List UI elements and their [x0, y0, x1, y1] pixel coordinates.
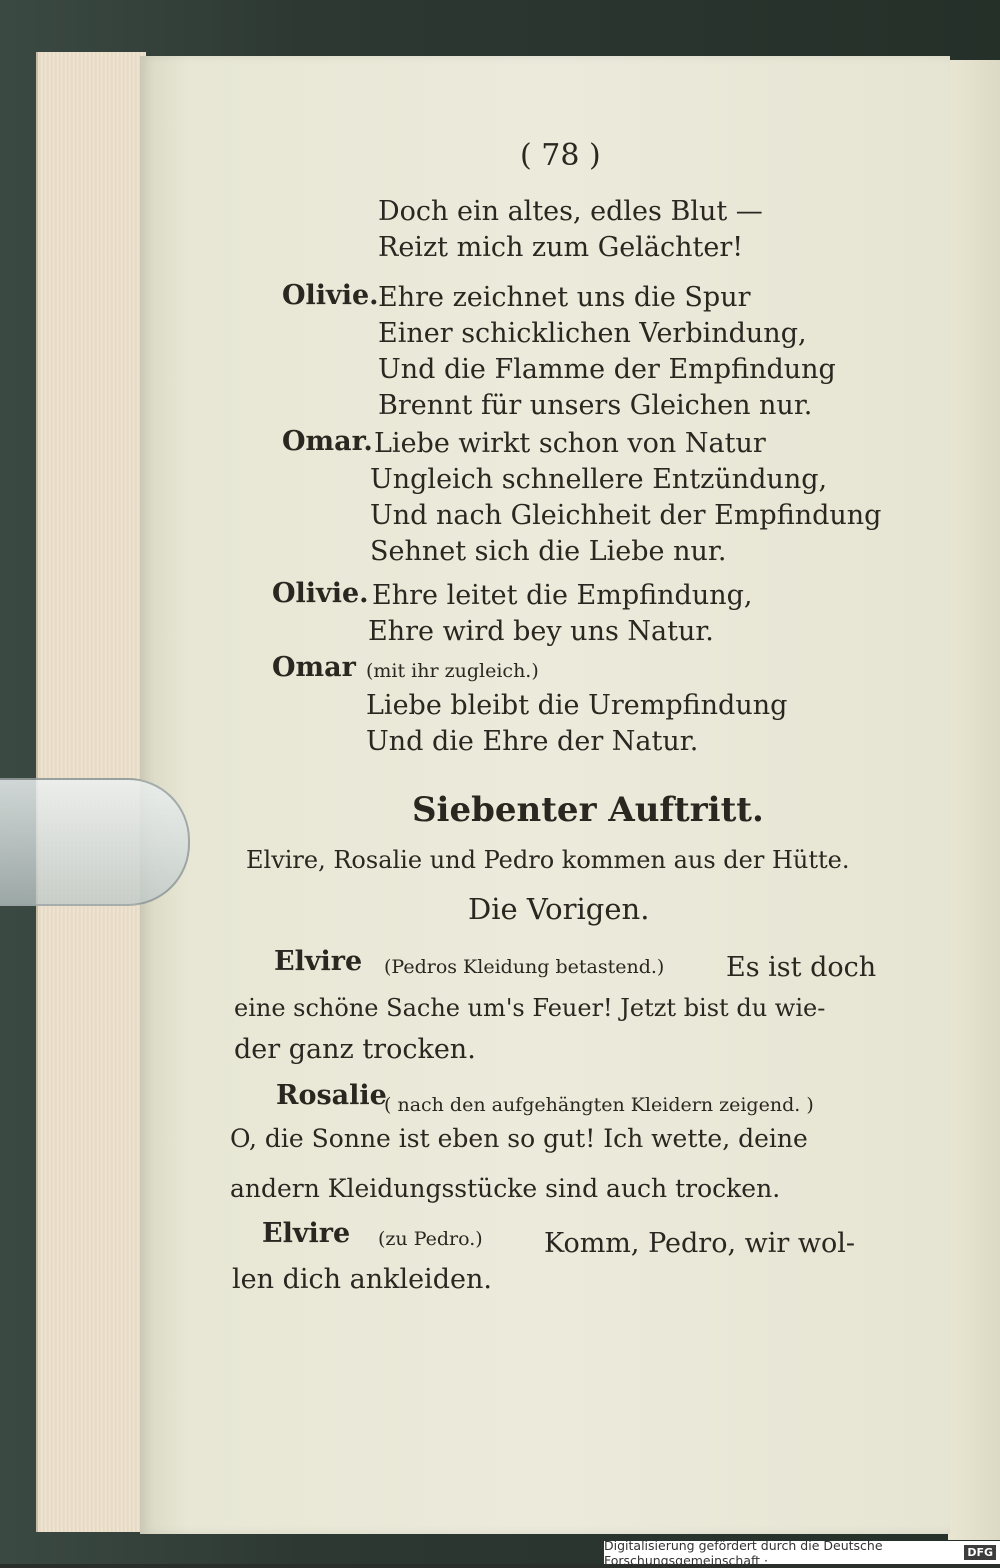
verse-line: Und die Flamme der Empfindung	[378, 354, 836, 385]
verse-line: Liebe bleibt die Urempfindung	[366, 690, 788, 721]
speaker-name: Olivie.	[282, 280, 379, 311]
prose-line: Komm, Pedro, wir wol-	[544, 1228, 855, 1259]
verse-line: Sehnet sich die Liebe nur.	[370, 536, 727, 567]
scene-cast-previous: Die Vorigen.	[468, 892, 650, 926]
speaker-name: Elvire	[262, 1218, 351, 1249]
prose-line: andern Kleidungsstücke sind auch trocken.	[230, 1174, 781, 1203]
verse-line: Und die Ehre der Natur.	[366, 726, 699, 757]
verse-line: Ungleich schnellere Entzündung,	[370, 464, 828, 495]
verse-line: Doch ein altes, edles Blut —	[378, 196, 763, 227]
prose-line: der ganz trocken.	[234, 1034, 476, 1065]
speaker-name: Omar	[272, 652, 356, 683]
prose-line: O, die Sonne ist eben so gut! Ich wette, deine	[230, 1124, 808, 1153]
prose-line: len dich ankleiden.	[232, 1264, 492, 1295]
scene-cast: Elvire, Rosalie und Pedro kommen aus der Hütte.	[246, 846, 850, 874]
scanner-clip	[0, 778, 190, 906]
verse-line: Ehre wird bey uns Natur.	[368, 616, 714, 647]
speaker-name: Rosalie	[276, 1080, 387, 1111]
facing-page-edge	[948, 60, 1000, 1540]
speaker-name: Elvire	[274, 946, 363, 977]
speaker-name: Omar.	[282, 426, 373, 457]
verse-line: Ehre leitet die Empfindung,	[372, 580, 753, 611]
stage-direction: (zu Pedro.)	[378, 1228, 483, 1250]
page-number: ( 78 )	[520, 138, 601, 173]
verse-line: Liebe wirkt schon von Natur	[374, 428, 766, 459]
prose-line: eine schöne Sache um's Feuer! Jetzt bist du wie-	[234, 994, 826, 1022]
stage-direction: ( nach den aufgehängten Kleidern zeigend. )	[384, 1094, 814, 1116]
speaker-name: Olivie.	[272, 578, 369, 609]
prose-line: Es ist doch	[726, 952, 877, 983]
stage-direction: (Pedros Kleidung betastend.)	[384, 956, 665, 978]
footer-credit	[604, 1537, 1000, 1568]
footer-text: Digitalisierung gefördert durch die Deutsche Forschungsgemeinschaft ·	[604, 1537, 883, 1568]
verse-line: Einer schicklichen Verbindung,	[378, 318, 807, 349]
verse-line: Ehre zeichnet uns die Spur	[378, 282, 751, 313]
scene-heading: Siebenter Auftritt.	[412, 790, 764, 830]
stage-direction: (mit ihr zugleich.)	[366, 660, 539, 682]
verse-line: Reizt mich zum Gelächter!	[378, 232, 744, 263]
verse-line: Brennt für unsers Gleichen nur.	[378, 390, 813, 421]
verse-line: Und nach Gleichheit der Empfindung	[370, 500, 882, 531]
dfg-logo: DFG	[964, 1545, 996, 1560]
